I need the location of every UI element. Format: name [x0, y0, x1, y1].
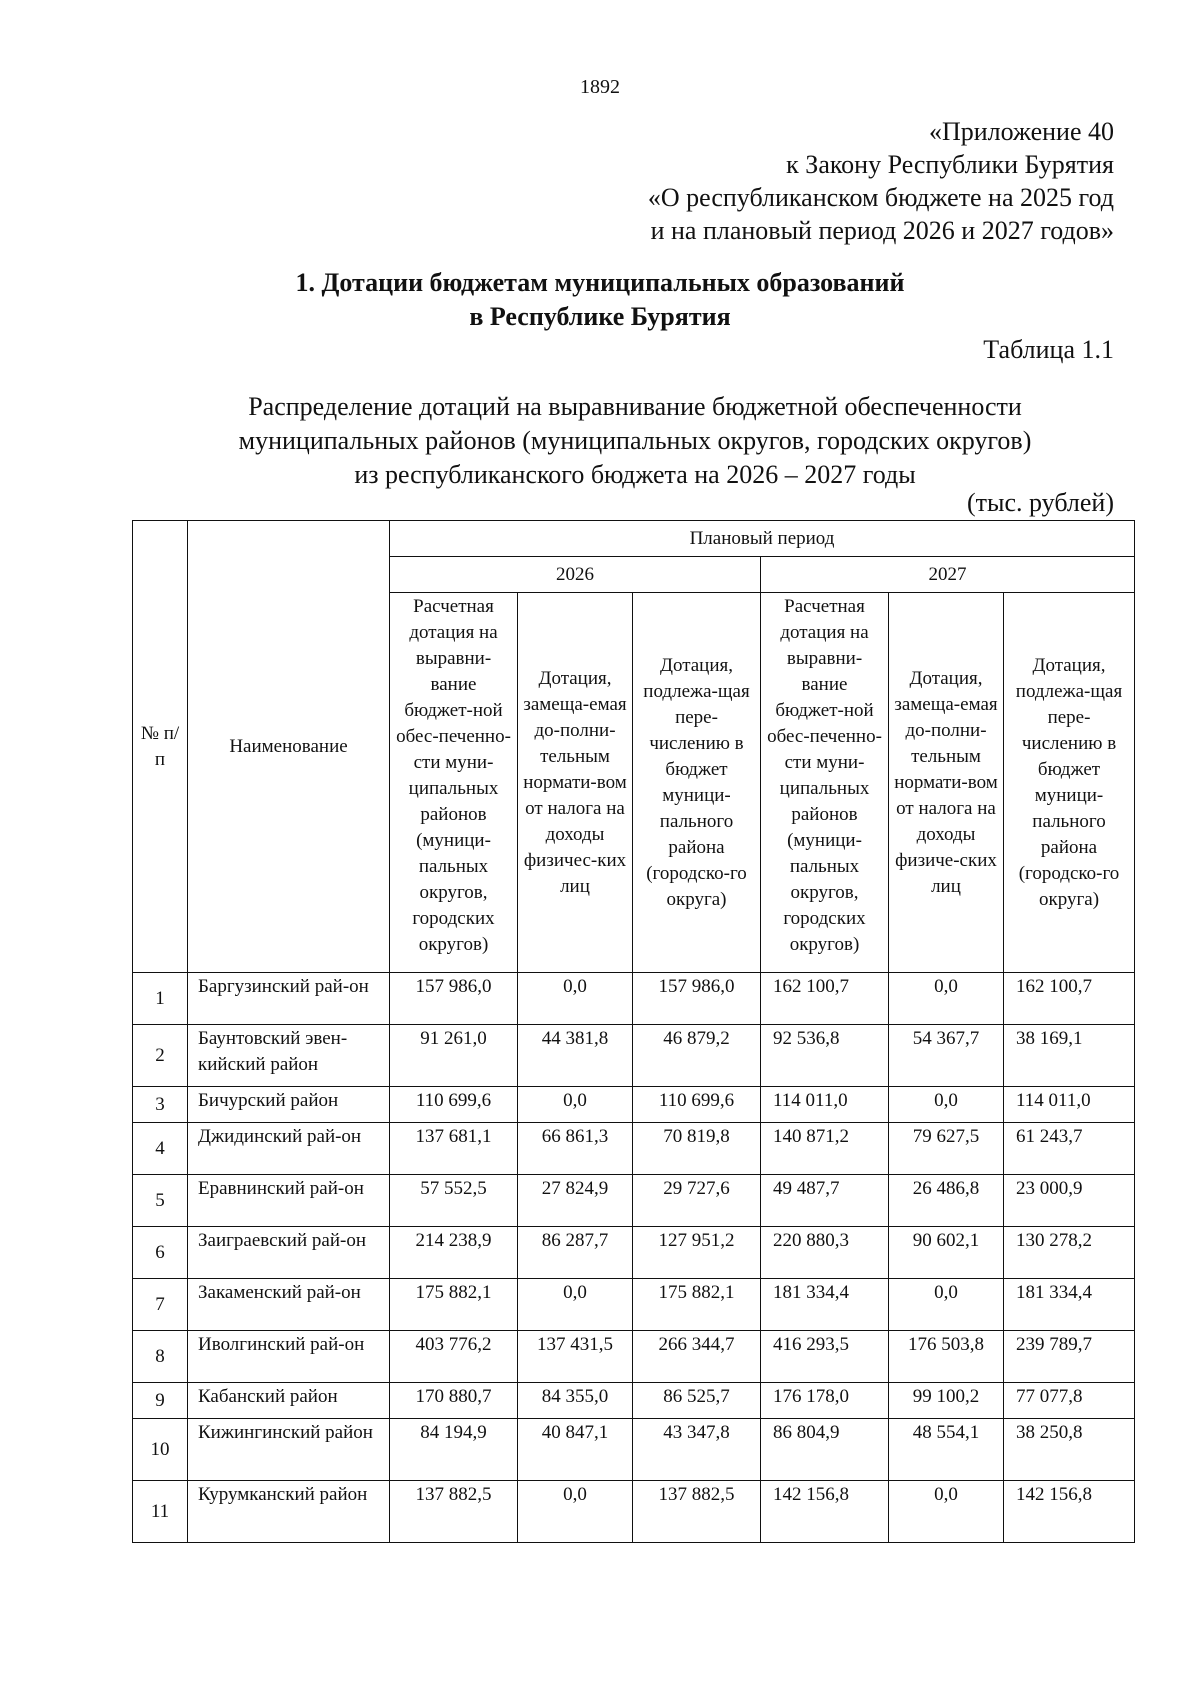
row-name: Джидинский рай-он — [188, 1123, 390, 1175]
header-replaced-dotation-2026: Дотация, замеща-емая до-полни-тельным нормати-вом от налога на доходы физичес-ких лиц — [518, 593, 633, 973]
section-title — [0, 266, 1200, 334]
row-transfer-2026: 70 819,8 — [633, 1123, 761, 1175]
row-replaced-2026: 86 287,7 — [518, 1227, 633, 1279]
row-calc-2027: 220 880,3 — [761, 1227, 889, 1279]
row-replaced-2027: 48 554,1 — [889, 1419, 1004, 1481]
row-replaced-2027: 90 602,1 — [889, 1227, 1004, 1279]
table-row — [133, 1175, 1135, 1227]
row-calc-2026: 157 986,0 — [390, 973, 518, 1025]
row-replaced-2026: 66 861,3 — [518, 1123, 633, 1175]
row-calc-2027: 162 100,7 — [761, 973, 889, 1025]
row-num: 11 — [133, 1481, 188, 1543]
table-row — [133, 1331, 1135, 1383]
table-row — [133, 1025, 1135, 1087]
row-calc-2026: 91 261,0 — [390, 1025, 518, 1087]
row-name: Кижингинский район — [188, 1419, 390, 1481]
row-name: Еравнинский рай-он — [188, 1175, 390, 1227]
row-name: Курумканский район — [188, 1481, 390, 1543]
row-name: Закаменский рай-он — [188, 1279, 390, 1331]
row-num: 3 — [133, 1087, 188, 1123]
table-caption — [0, 390, 1200, 492]
row-replaced-2026: 0,0 — [518, 973, 633, 1025]
header-year-2026: 2026 — [390, 557, 761, 593]
table-row — [133, 1383, 1135, 1419]
caption-line: муниципальных районов (муниципальных округов, городских округов) — [238, 426, 1032, 455]
section-title-line: 1. Дотации бюджетам муниципальных образований — [295, 268, 905, 297]
appendix-line: и на плановый период 2026 и 2027 годов» — [650, 216, 1114, 245]
header-num: № п/п — [133, 521, 188, 973]
row-calc-2027: 49 487,7 — [761, 1175, 889, 1227]
row-name: Баунтовский эвен-кийский район — [188, 1025, 390, 1087]
section-title-line: в Республике Бурятия — [469, 302, 731, 331]
row-calc-2026: 214 238,9 — [390, 1227, 518, 1279]
row-calc-2027: 181 334,4 — [761, 1279, 889, 1331]
row-num: 8 — [133, 1331, 188, 1383]
row-transfer-2027: 23 000,9 — [1004, 1175, 1135, 1227]
table-row — [133, 1481, 1135, 1543]
table-row — [133, 1123, 1135, 1175]
row-transfer-2027: 162 100,7 — [1004, 973, 1135, 1025]
row-num: 6 — [133, 1227, 188, 1279]
row-transfer-2026: 127 951,2 — [633, 1227, 761, 1279]
row-replaced-2027: 79 627,5 — [889, 1123, 1004, 1175]
row-transfer-2027: 181 334,4 — [1004, 1279, 1135, 1331]
row-transfer-2026: 110 699,6 — [633, 1087, 761, 1123]
table-row — [133, 973, 1135, 1025]
units-label: (тыс. рублей) — [966, 488, 1114, 517]
row-calc-2027: 416 293,5 — [761, 1331, 889, 1383]
row-calc-2027: 92 536,8 — [761, 1025, 889, 1087]
row-num: 5 — [133, 1175, 188, 1227]
row-num: 10 — [133, 1419, 188, 1481]
row-replaced-2027: 176 503,8 — [889, 1331, 1004, 1383]
row-calc-2027: 140 871,2 — [761, 1123, 889, 1175]
table-row — [133, 1279, 1135, 1331]
header-replaced-dotation-2027: Дотация, замеща-емая до-полни-тельным нормати-вом от налога на доходы физиче-ских лиц — [889, 593, 1004, 973]
row-transfer-2026: 43 347,8 — [633, 1419, 761, 1481]
row-transfer-2026: 266 344,7 — [633, 1331, 761, 1383]
row-calc-2027: 142 156,8 — [761, 1481, 889, 1543]
row-calc-2026: 57 552,5 — [390, 1175, 518, 1227]
table-row — [133, 1087, 1135, 1123]
row-replaced-2027: 0,0 — [889, 1087, 1004, 1123]
page-number: 1892 — [580, 76, 620, 98]
row-calc-2026: 137 681,1 — [390, 1123, 518, 1175]
row-calc-2026: 84 194,9 — [390, 1419, 518, 1481]
header-transfer-dotation-2026: Дотация, подлежа-щая пере-числению в бюджет муници-пального района (городско-го округа) — [633, 593, 761, 973]
row-transfer-2027: 77 077,8 — [1004, 1383, 1135, 1419]
row-transfer-2027: 38 169,1 — [1004, 1025, 1135, 1087]
row-replaced-2026: 137 431,5 — [518, 1331, 633, 1383]
header-planned-period: Плановый период — [390, 521, 1135, 557]
row-transfer-2027: 114 011,0 — [1004, 1087, 1135, 1123]
row-transfer-2027: 130 278,2 — [1004, 1227, 1135, 1279]
row-calc-2026: 110 699,6 — [390, 1087, 518, 1123]
row-replaced-2026: 27 824,9 — [518, 1175, 633, 1227]
row-name: Иволгинский рай-он — [188, 1331, 390, 1383]
row-transfer-2026: 175 882,1 — [633, 1279, 761, 1331]
row-calc-2027: 114 011,0 — [761, 1087, 889, 1123]
header-calc-dotation-2026: Расчетная дотация на выравни-вание бюджет-ной обес-печенно-сти муни-ципальных районов (муници-пальных округов, городских округов) — [390, 593, 518, 973]
table-label: Таблица 1.1 — [983, 335, 1114, 364]
row-name: Кабанский район — [188, 1383, 390, 1419]
row-transfer-2026: 46 879,2 — [633, 1025, 761, 1087]
row-replaced-2026: 44 381,8 — [518, 1025, 633, 1087]
caption-line: Распределение дотаций на выравнивание бюджетной обеспеченности — [248, 392, 1022, 421]
row-calc-2026: 170 880,7 — [390, 1383, 518, 1419]
row-replaced-2026: 0,0 — [518, 1481, 633, 1543]
row-calc-2026: 403 776,2 — [390, 1331, 518, 1383]
header-name: Наименование — [188, 521, 390, 973]
row-replaced-2026: 84 355,0 — [518, 1383, 633, 1419]
row-num: 1 — [133, 973, 188, 1025]
row-transfer-2026: 29 727,6 — [633, 1175, 761, 1227]
dotations-table — [132, 520, 1135, 1543]
row-replaced-2026: 40 847,1 — [518, 1419, 633, 1481]
header-calc-dotation-2027: Расчетная дотация на выравни-вание бюджет-ной обес-печенно-сти муни-ципальных районов (муници-пальных округов, городских округов) — [761, 593, 889, 973]
row-name: Баргузинский рай-он — [188, 973, 390, 1025]
row-replaced-2027: 0,0 — [889, 1279, 1004, 1331]
row-transfer-2027: 61 243,7 — [1004, 1123, 1135, 1175]
row-num: 2 — [133, 1025, 188, 1087]
row-calc-2026: 137 882,5 — [390, 1481, 518, 1543]
row-num: 4 — [133, 1123, 188, 1175]
row-replaced-2026: 0,0 — [518, 1279, 633, 1331]
appendix-line: «Приложение 40 — [928, 117, 1114, 146]
caption-line: из республиканского бюджета на 2026 – 2027 годы — [354, 460, 916, 489]
row-calc-2026: 175 882,1 — [390, 1279, 518, 1331]
appendix-line: «О республиканском бюджете на 2025 год — [647, 183, 1114, 212]
row-replaced-2027: 0,0 — [889, 1481, 1004, 1543]
row-calc-2027: 86 804,9 — [761, 1419, 889, 1481]
header-year-2027: 2027 — [761, 557, 1135, 593]
row-num: 9 — [133, 1383, 188, 1419]
row-name: Бичурский район — [188, 1087, 390, 1123]
row-replaced-2027: 99 100,2 — [889, 1383, 1004, 1419]
appendix-reference — [648, 115, 1114, 247]
table-row — [133, 1419, 1135, 1481]
table-row — [133, 1227, 1135, 1279]
row-replaced-2027: 54 367,7 — [889, 1025, 1004, 1087]
header-transfer-dotation-2027: Дотация, подлежа-щая пере-числению в бюджет муници-пального района (городско-го округа) — [1004, 593, 1135, 973]
row-replaced-2027: 0,0 — [889, 973, 1004, 1025]
row-calc-2027: 176 178,0 — [761, 1383, 889, 1419]
row-transfer-2027: 142 156,8 — [1004, 1481, 1135, 1543]
appendix-line: к Закону Республики Бурятия — [786, 150, 1114, 179]
row-transfer-2026: 86 525,7 — [633, 1383, 761, 1419]
row-name: Заиграевский рай-он — [188, 1227, 390, 1279]
row-num: 7 — [133, 1279, 188, 1331]
row-transfer-2026: 137 882,5 — [633, 1481, 761, 1543]
row-transfer-2027: 38 250,8 — [1004, 1419, 1135, 1481]
row-transfer-2027: 239 789,7 — [1004, 1331, 1135, 1383]
row-replaced-2027: 26 486,8 — [889, 1175, 1004, 1227]
row-replaced-2026: 0,0 — [518, 1087, 633, 1123]
row-transfer-2026: 157 986,0 — [633, 973, 761, 1025]
